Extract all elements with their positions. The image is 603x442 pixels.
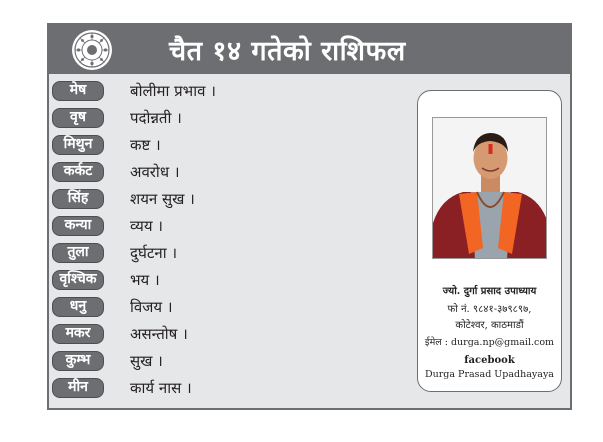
sign-row: [52, 323, 382, 345]
sign-prediction: विजय ।: [130, 298, 173, 316]
sign-row: [52, 188, 382, 210]
sign-row: [52, 215, 382, 237]
zodiac-wheel-icon: [71, 29, 113, 71]
sign-row: [52, 107, 382, 129]
facebook-label: facebook: [464, 355, 515, 366]
sign-label: मीन: [52, 378, 104, 398]
sign-row: [52, 80, 382, 102]
sign-prediction: पदोन्नती ।: [130, 109, 182, 127]
person-portrait-icon: [433, 118, 547, 259]
sign-row: [52, 269, 382, 291]
sign-label: वृश्चिक: [52, 270, 104, 290]
sign-label: वृष: [52, 108, 104, 128]
sign-prediction: भय ।: [130, 271, 160, 289]
sign-prediction: बोलीमा प्रभाव ।: [130, 82, 216, 100]
sign-prediction: व्यय ।: [130, 217, 163, 235]
astrologer-phone: फो नं. ९८४१-३७९८९७,: [447, 304, 532, 315]
sign-row: [52, 296, 382, 318]
astrologer-name: ज्यो. दुर्गा प्रसाद उपाध्याय: [442, 286, 537, 297]
sign-row: [52, 377, 382, 399]
sign-label: कुम्भ: [52, 351, 104, 371]
sign-label: मिथुन: [52, 135, 104, 155]
sign-prediction: कार्य नास ।: [130, 379, 192, 397]
astrologer-email: ईमेल : durga.np@gmail.com: [424, 337, 555, 348]
sign-prediction: असन्तोष ।: [130, 325, 188, 343]
sign-label: मेष: [52, 81, 104, 101]
sign-prediction: शयन सुख ।: [130, 190, 195, 208]
sign-prediction: दुर्घटना ।: [130, 244, 178, 262]
sign-prediction: सुख ।: [130, 352, 163, 370]
horoscope-card: [47, 23, 572, 410]
sign-label: तुला: [52, 243, 104, 263]
sign-row: [52, 350, 382, 372]
sign-row: [52, 161, 382, 183]
sign-label: कन्या: [52, 216, 104, 236]
astrologer-card: [417, 90, 562, 392]
astrologer-photo: [432, 117, 547, 259]
sign-row: [52, 134, 382, 156]
sign-label: धनु: [52, 297, 104, 317]
sign-row: [52, 242, 382, 264]
header-bar: [49, 25, 570, 74]
sign-prediction: अवरोध ।: [130, 163, 180, 181]
astrologer-address: कोटेश्वर, काठमाडौं: [455, 320, 524, 331]
sign-label: मकर: [52, 324, 104, 344]
sign-label: कर्कट: [52, 162, 104, 182]
page-title: चैत १४ गतेको राशिफल: [169, 36, 406, 67]
sign-prediction: कष्ट ।: [130, 136, 161, 154]
facebook-name: Durga Prasad Upadhayaya: [425, 369, 554, 380]
sign-label: सिंह: [52, 189, 104, 209]
